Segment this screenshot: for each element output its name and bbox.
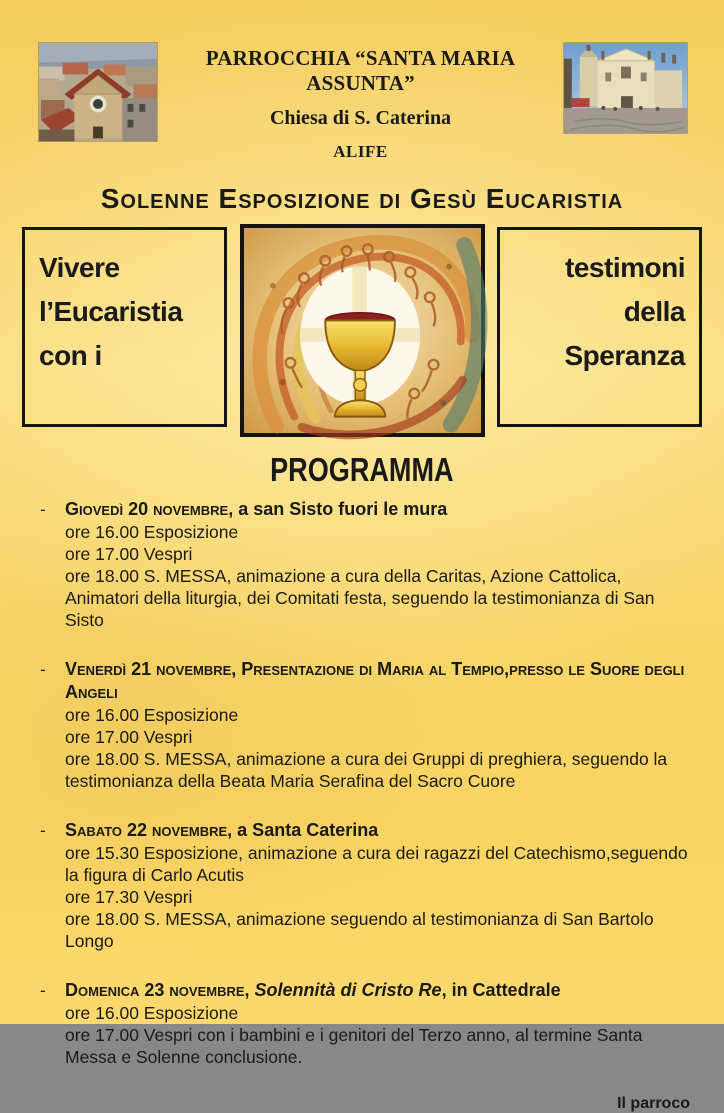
- theme-right-line: Speranza: [564, 340, 685, 372]
- eucharist-chalice-icon: [244, 228, 481, 433]
- event-line: ore 18.00 S. MESSA, animazione a cura dei Gruppi di preghiera, seguendo la testimonianza della Beata Maria Serafina del Sacro Cuore: [65, 749, 668, 791]
- header: [0, 0, 724, 162]
- event-line: ore 15.30 Esposizione, animazione a cura dei ragazzi del Catechismo,seguendo la figura di Carlo Acutis: [65, 843, 688, 885]
- bullet-dash: -: [40, 660, 46, 679]
- event-line: ore 17.30 Vespri: [65, 887, 193, 907]
- theme-boxes-row: [0, 224, 724, 437]
- event-line: ore 18.00 S. MESSA, animazione a cura della Caritas, Azione Cattolica, Animatori della liturgia, dei Comitati festa, seguendo la testimonianza di San Sisto: [65, 566, 655, 630]
- theme-right-line: della: [623, 296, 685, 328]
- theme-left-line: Vivere: [39, 252, 120, 283]
- signature: Il parroco: [617, 1095, 690, 1112]
- event-domenica-23: [40, 979, 692, 1068]
- event-sabato-22: [40, 819, 692, 952]
- program-events: [0, 498, 724, 1068]
- event-line: ore 18.00 S. MESSA, animazione seguendo al testimonianza di San Bartolo Longo: [65, 909, 654, 951]
- event-giovedi-20: [40, 498, 692, 631]
- event-line: ore 16.00 Esposizione: [65, 705, 239, 725]
- bullet-dash: -: [40, 500, 46, 519]
- event-line: ore 17.00 Vespri: [65, 544, 193, 564]
- theme-right-line: testimoni: [565, 252, 685, 283]
- event-title: Giovedì 20 novembre, a san Sisto fuori le mura: [65, 499, 448, 519]
- event-banner-title: Solenne Esposizione di Gesù Eucaristia: [100, 183, 624, 214]
- event-line: ore 17.00 Vespri con i bambini e i genitori del Terzo anno, al termine Santa Messa e Solenne conclusione.: [65, 1025, 643, 1067]
- bullet-dash: -: [40, 981, 46, 1000]
- event-title: Domenica 23 novembre, Solennità di Cristo Re, in Cattedrale: [65, 980, 561, 1000]
- program-heading: PROGRAMMA: [270, 451, 454, 488]
- event-title: Sabato 22 novembre, a Santa Caterina: [65, 820, 379, 840]
- aerial-church-photo: [38, 42, 158, 142]
- cathedral-photo: [563, 42, 688, 134]
- event-line: ore 16.00 Esposizione: [65, 1003, 239, 1023]
- cathedral-photo-graphic: [564, 43, 687, 134]
- town-name: ALIFE: [333, 142, 388, 161]
- event-line: ore 16.00 Esposizione: [65, 522, 239, 542]
- event-venerdi-21: [40, 658, 692, 792]
- theme-left-line: l’Eucaristia: [39, 296, 183, 328]
- event-line: ore 17.00 Vespri: [65, 727, 193, 747]
- eucharist-artwork: [240, 224, 485, 437]
- event-title: Venerdì 21 novembre, Presentazione di Maria al Tempio,presso le Suore degli Angeli: [65, 659, 685, 702]
- theme-box-right: [497, 227, 702, 427]
- aerial-church-photo-graphic: [39, 43, 157, 141]
- theme-box-left: [22, 227, 227, 427]
- theme-left-line: con i: [39, 340, 102, 372]
- parish-title: PARROCCHIA “SANTA MARIA ASSUNTA”: [205, 46, 516, 95]
- header-text: [158, 42, 563, 162]
- church-subtitle: Chiesa di S. Caterina: [269, 107, 452, 129]
- bullet-dash: -: [40, 821, 46, 840]
